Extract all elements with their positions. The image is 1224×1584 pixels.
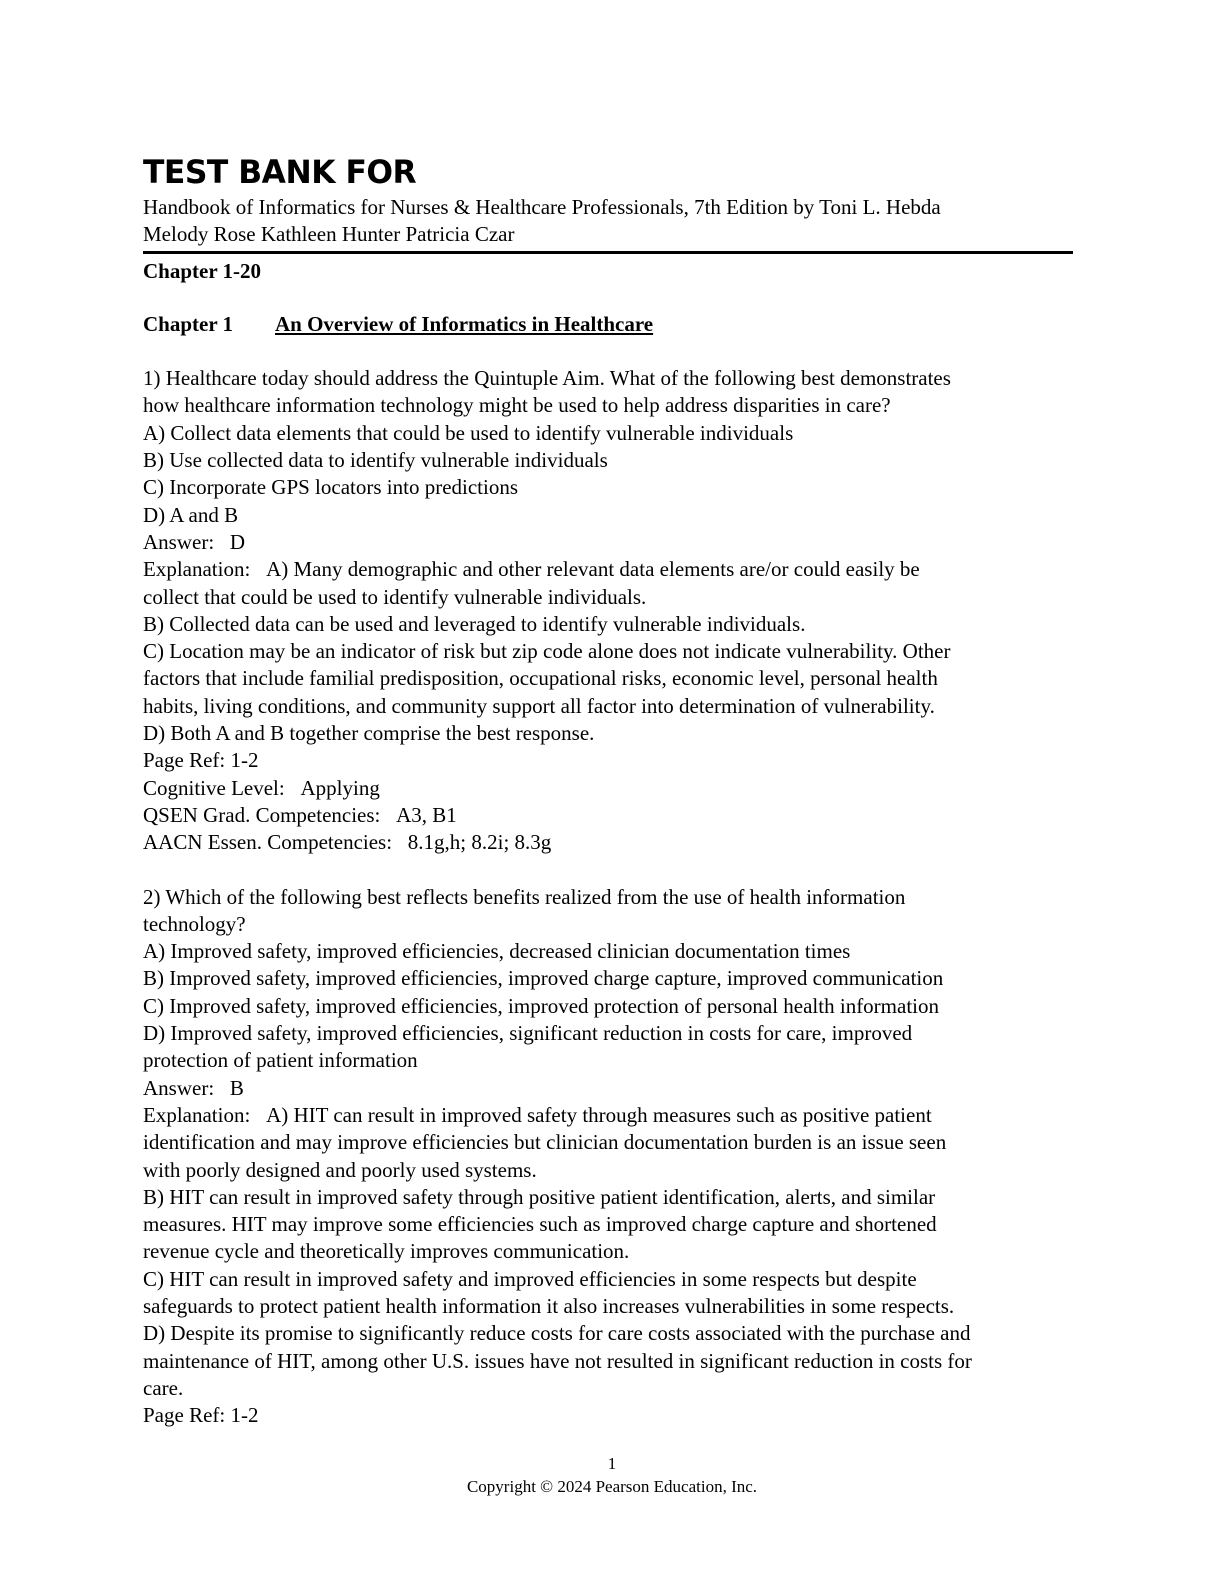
explanation-text: factors that include familial predisposition, occupational risks, economic level, personal health: [143, 666, 938, 691]
copyright-notice: Copyright © 2024 Pearson Education, Inc.: [466, 1477, 758, 1496]
explanation-label: Explanation:: [143, 1102, 251, 1127]
explanation-text: D) Despite its promise to significantly reduce costs for care costs associated with the purchase and: [143, 1321, 971, 1346]
chapter-number: Chapter 1: [143, 311, 234, 336]
explanation-line: [143, 1102, 1075, 1129]
explanation-line: [143, 556, 1075, 583]
explanation-text: measures. HIT may improve some efficiencies such as improved charge capture and shortened: [143, 1212, 937, 1237]
explanation-text: D) Both A and B together comprise the best response.: [143, 721, 595, 746]
answer-option: D) Improved safety, improved efficiencies, significant reduction in costs for care, improved: [143, 1021, 913, 1046]
cognitive-label: Cognitive Level:: [143, 775, 285, 800]
chapter-heading: [143, 311, 1075, 338]
explanation-text: C) Location may be an indicator of risk but zip code alone does not indicate vulnerability. Other: [143, 639, 951, 664]
answer-option: B) Improved safety, improved efficiencies, improved charge capture, improved communication: [143, 966, 944, 991]
explanation-text: B) Collected data can be used and leveraged to identify vulnerable individuals.: [143, 611, 806, 636]
book-title-line-2: Melody Rose Kathleen Hunter Patricia Czar: [143, 222, 515, 247]
explanation-text: habits, living conditions, and community support all factor into determination of vulnerability.: [143, 693, 935, 718]
answer-option: protection of patient information: [143, 1048, 418, 1073]
document-title: TEST BANK FOR: [143, 153, 417, 191]
qsen-competencies: [143, 802, 1075, 829]
page-number: 1: [607, 1454, 617, 1473]
explanation-text: collect that could be used to identify vulnerable individuals.: [143, 584, 647, 609]
answer-option: D) A and B: [143, 502, 239, 527]
cognitive-level: [143, 775, 1075, 802]
chapter-range: Chapter 1-20: [143, 258, 262, 283]
answer-line: [143, 529, 1075, 556]
header-rule: [143, 251, 1073, 254]
answer-line: [143, 1075, 1075, 1102]
answer-value: B: [229, 1075, 244, 1100]
answer-option: A) Collect data elements that could be used to identify vulnerable individuals: [143, 420, 794, 445]
question-stem-line: technology?: [143, 911, 246, 936]
page-ref: Page Ref: 1-2: [143, 748, 259, 773]
aacn-label: AACN Essen. Competencies:: [143, 830, 393, 855]
question-2: [143, 884, 1075, 1430]
question-stem-line: 1) Healthcare today should address the Quintuple Aim. What of the following best demonstrates: [143, 366, 951, 391]
explanation-text: revenue cycle and theoretically improves communication.: [143, 1239, 630, 1264]
answer-option: B) Use collected data to identify vulnerable individuals: [143, 448, 608, 473]
answer-value: D: [229, 529, 246, 554]
explanation-text: maintenance of HIT, among other U.S. issues have not resulted in significant reduction in costs for: [143, 1348, 972, 1373]
answer-label: Answer:: [143, 1075, 215, 1100]
aacn-value: 8.1g,h; 8.2i; 8.3g: [407, 830, 552, 855]
cognitive-value: Applying: [300, 775, 380, 800]
book-title-line-1: Handbook of Informatics for Nurses & Healthcare Professionals, 7th Edition by Toni L. Hebda: [143, 195, 941, 219]
question-stem-line: 2) Which of the following best reflects benefits realized from the use of health information: [143, 884, 906, 909]
question-stem-line: how healthcare information technology might be used to help address disparities in care?: [143, 393, 891, 418]
chapter-title: An Overview of Informatics in Healthcare: [275, 311, 654, 336]
aacn-competencies: [143, 829, 1075, 856]
answer-option: A) Improved safety, improved efficiencies, decreased clinician documentation times: [143, 939, 851, 964]
explanation-text: A) Many demographic and other relevant data elements are/or could easily be: [266, 557, 920, 582]
page-ref: Page Ref: 1-2: [143, 1403, 259, 1428]
explanation-text: B) HIT can result in improved safety through positive patient identification, alerts, and similar: [143, 1184, 936, 1209]
answer-label: Answer:: [143, 529, 215, 554]
explanation-label: Explanation:: [143, 557, 251, 582]
explanation-text: with poorly designed and poorly used systems.: [143, 1157, 537, 1182]
explanation-text: identification and may improve efficiencies but clinician documentation burden is an issue seen: [143, 1130, 947, 1155]
qsen-label: QSEN Grad. Competencies:: [143, 802, 381, 827]
explanation-text: A) HIT can result in improved safety through measures such as positive patient: [266, 1102, 932, 1127]
explanation-text: safeguards to protect patient health information it also increases vulnerabilities in some respects.: [143, 1293, 955, 1318]
qsen-value: A3, B1: [396, 802, 457, 827]
explanation-text: care.: [143, 1375, 184, 1400]
explanation-text: C) HIT can result in improved safety and improved efficiencies in some respects but despite: [143, 1266, 917, 1291]
page-content: [143, 150, 1075, 1429]
question-1: [143, 365, 1075, 856]
answer-option: C) Improved safety, improved efficiencies, improved protection of personal health information: [143, 993, 940, 1018]
answer-option: C) Incorporate GPS locators into predictions: [143, 475, 519, 500]
